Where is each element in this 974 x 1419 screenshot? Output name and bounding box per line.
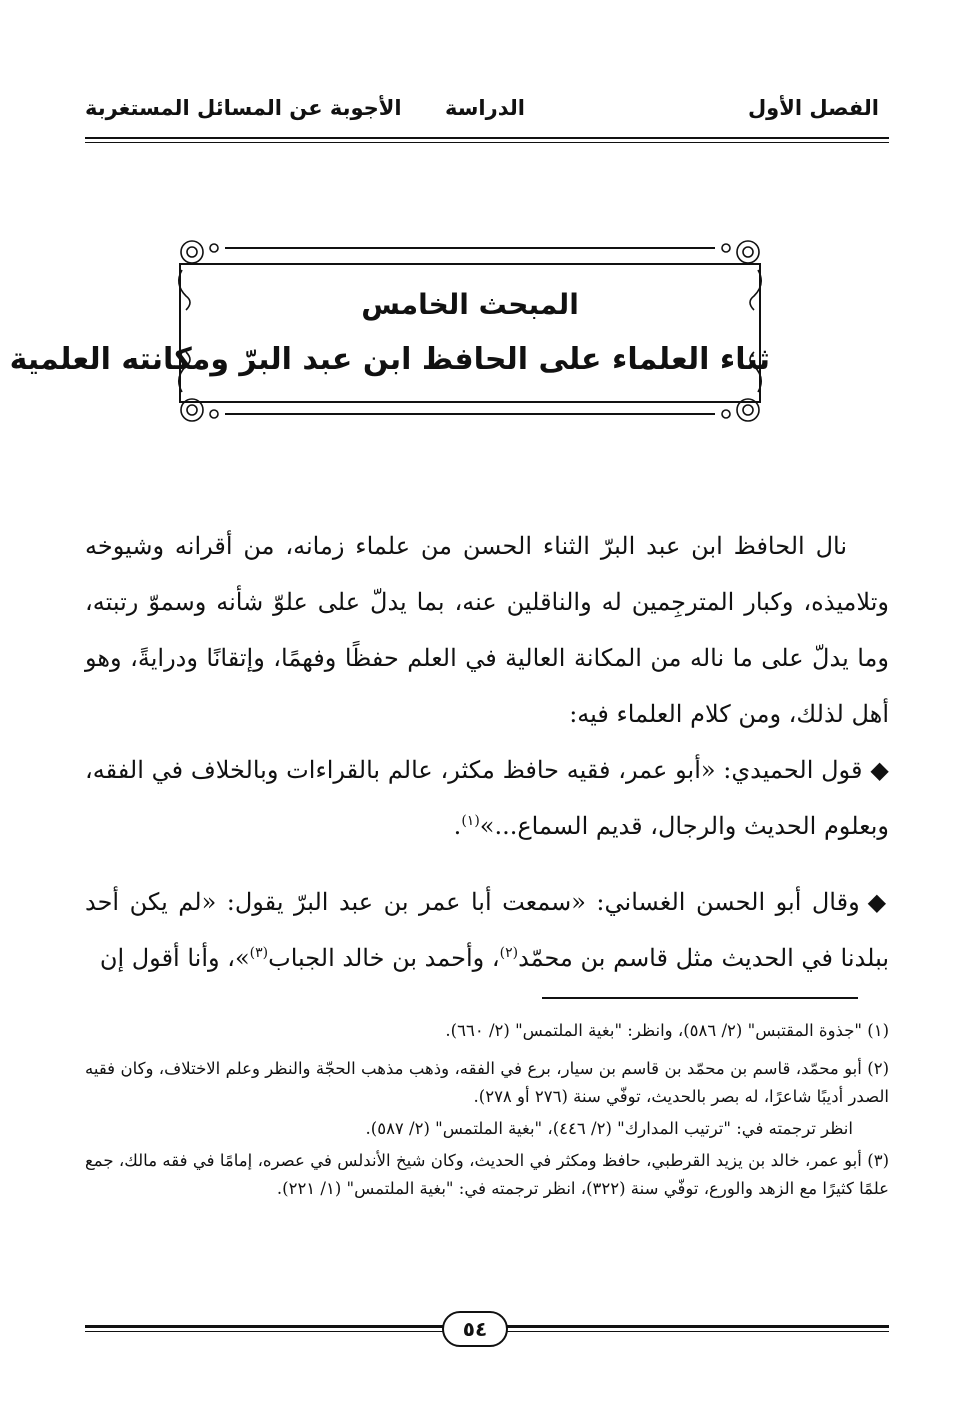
footnote-separator — [542, 997, 858, 999]
quote-text: ، وأحمد بن خالد الجباب — [268, 944, 500, 972]
section-number: المبحث الخامس — [361, 288, 579, 321]
body-paragraph-1 — [85, 518, 889, 742]
footnote-ref-3[interactable]: (٣) — [249, 945, 269, 961]
footnote-2-continuation: انظر ترجمته في: "ترتيب المدارك" (٢/ ٤٤٦)، "بغية الملتمس" (٢/ ٥٨٧). — [365, 1119, 853, 1138]
header-rule-thin — [85, 142, 889, 143]
section-title-frame — [9, 236, 770, 426]
body-paragraph-2 — [85, 742, 889, 854]
footnote-1: (١) "جذوة المقتبس" (٢/ ٥٨٦)، وانظر: "بغية الملتمس" (٢/ ٦٦٠). — [445, 1021, 889, 1040]
part-title: الدراسة — [445, 96, 525, 120]
bullet-icon: ◆ — [867, 888, 889, 916]
footnotes — [85, 1017, 889, 1213]
quote-text: قول الحميدي: «أبو عمر، فقيه حافظ مكثر، عالم بالقراءات وبالخلاف في الفقه، وبعلوم الحديث والرجال، قديم السماع...» — [85, 756, 889, 840]
page-number: ٥٤ — [442, 1311, 508, 1347]
bullet-icon: ◆ — [870, 756, 889, 784]
sentence-end: . — [453, 812, 462, 840]
footnote-3: (٣) أبو عمر، خالد بن يزيد القرطبي، حافظ ومكثر في الحديث، وكان شيخ الأندلس في عصره، إمامًا في فقه مالك، جمع علمًا كثيرًا مع الزهد والورع، توفّي سنة (٣٢٢)، انظر ترجمته في: "بغية الملتمس" (١/ ٢٢١). — [85, 1151, 889, 1198]
body-paragraph-3 — [85, 874, 889, 986]
quote-text: »، وأنا أقول إن — [99, 944, 250, 972]
chapter-title: الفصل الأول — [747, 96, 879, 120]
paragraph-text: نال الحافظ ابن عبد البرّ الثناء الحسن من علماء زمانه، من أقرانه وشيوخه وتلاميذه، وكبار المترجِمين له والناقلين عنه، بما يدلّ على علوّ شأنه وسموّ رتبته، وما يدلّ على ما ناله من المكانة العالية في العلم حفظًا وفهمًا، وإتقانًا ودرايةً، وهو أهل لذلك، ومن كلام العلماء فيه: — [85, 532, 889, 728]
book-title: الأجوبة عن المسائل المستغربة — [85, 96, 402, 120]
footnote-ref-1[interactable]: (١) — [461, 813, 480, 829]
header-rule — [85, 137, 889, 139]
footnote-2: (٢) أبو محمّد، قاسم بن محمّد بن قاسم بن سيار، برع في الفقه، وذهب مذهب الحجّة والنظر وعلم الاختلاف، وكان فقيه الصدر أديبًا شاعرًا، له بصر بالحديث، توفّي سنة (٢٧٦ أو ٢٧٨). — [85, 1059, 889, 1106]
ornament-frame-icon — [9, 236, 770, 426]
footnote-ref-2[interactable]: (٢) — [499, 945, 519, 961]
quote-text: وقال أبو الحسن الغساني: «سمعت أبا عمر بن عبد البرّ يقول: «لم يكن أحد ببلدنا في الحديث مثل قاسم بن محمّد — [85, 888, 889, 972]
section-title: ثناء العلماء على الحافظ ابن عبد البرّ ومكانته العلمية — [9, 342, 770, 377]
